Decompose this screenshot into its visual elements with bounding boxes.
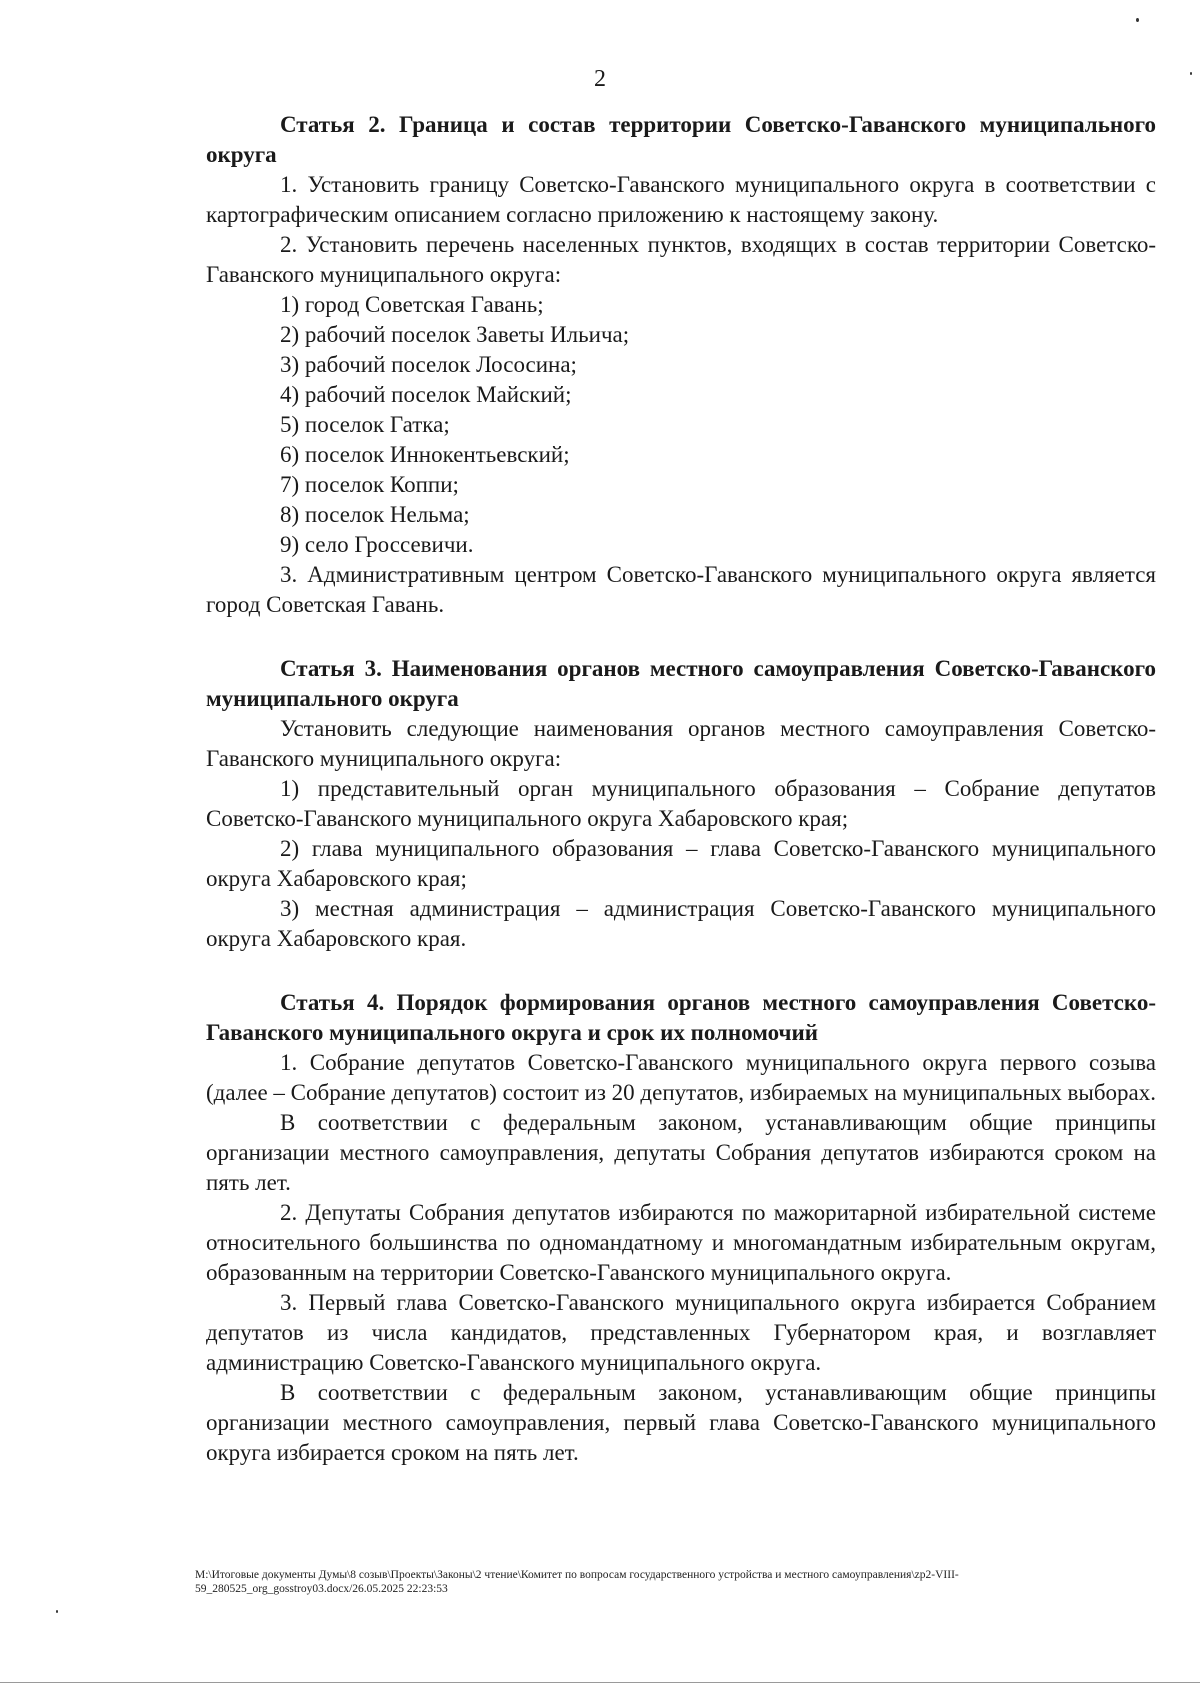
article-4-paragraph: 1. Собрание депутатов Советско-Гаванского муниципального округа первого созыва (далее – Собрание депутатов) состоит из 20 депутатов, избираемых на муниципальных выборах.: [206, 1050, 1156, 1105]
settlement-list-item: 3) рабочий поселок Лососина;: [280, 352, 577, 377]
settlement-list-item: 8) поселок Нельма;: [280, 502, 470, 527]
scan-speck: [1136, 18, 1139, 22]
article-4-paragraph: В соответствии с федеральным законом, устанавливающим общие принципы организации местного самоуправления, первый глава Советско-Гаванского муниципального округа избирается сроком на пять лет.: [206, 1380, 1156, 1465]
settlement-list-item: 9) село Гроссевичи.: [280, 532, 474, 557]
article-2-paragraph: 3. Административным центром Советско-Гаванского муниципального округа является город Советская Гавань.: [206, 562, 1156, 617]
scan-speck: [1190, 72, 1192, 75]
scan-edge-line: [0, 1682, 1200, 1683]
article-2-paragraph: 2. Установить перечень населенных пунктов, входящих в состав территории Советско-Гаванского муниципального округа:: [206, 232, 1156, 287]
article-3-title: Статья 3. Наименования органов местного самоуправления Советско-Гаванского муниципального округа: [206, 656, 1156, 711]
article-3-paragraph: 3) местная администрация – администрация Советско-Гаванского муниципального округа Хабаровского края.: [206, 896, 1156, 951]
footer-file-path: M:\Итоговые документы Думы\8 созыв\Проекты\Законы\2 чтение\Комитет по вопросам государственного устройства и местного самоуправления\zp2-VIII-59_280525_org_gosstroy03.docx/26.05.2025 22:23:53: [195, 1569, 959, 1595]
article-4-paragraph: В соответствии с федеральным законом, устанавливающим общие принципы организации местного самоуправления, депутаты Собрания депутатов избираются сроком на пять лет.: [206, 1110, 1156, 1195]
page-number: 2: [594, 66, 606, 92]
settlement-list-item: 7) поселок Коппи;: [280, 472, 459, 497]
settlement-list-item: 4) рабочий поселок Майский;: [280, 382, 572, 407]
article-4-paragraph: 2. Депутаты Собрания депутатов избираются по мажоритарной избирательной системе относительного большинства по одномандатному и многомандатным избирательным округам, образованным на территории Советско-Гаванского муниципального округа.: [206, 1200, 1156, 1285]
settlement-list-item: 6) поселок Иннокентьевский;: [280, 442, 570, 467]
settlement-list-item: 2) рабочий поселок Заветы Ильича;: [280, 322, 630, 347]
article-3-paragraph: 1) представительный орган муниципального образования – Собрание депутатов Советско-Гаванского муниципального округа Хабаровского края;: [206, 776, 1156, 831]
article-4-paragraph: 3. Первый глава Советско-Гаванского муниципального округа избирается Собранием депутатов из числа кандидатов, представленных Губернатором края, и возглавляет администрацию Советско-Гаванского муниципального округа.: [206, 1290, 1156, 1375]
document-body: [206, 110, 1156, 1468]
article-3-paragraph: 2) глава муниципального образования – глава Советско-Гаванского муниципального округа Хабаровского края;: [206, 836, 1156, 891]
settlement-list-item: 5) поселок Гатка;: [280, 412, 450, 437]
settlement-list-item: 1) город Советская Гавань;: [280, 292, 544, 317]
scan-speck: [56, 1610, 58, 1613]
article-2-paragraph: 1. Установить границу Советско-Гаванского муниципального округа в соответствии с картографическим описанием согласно приложению к настоящему закону.: [206, 172, 1156, 227]
article-3-paragraph: Установить следующие наименования органов местного самоуправления Советско-Гаванского муниципального округа:: [206, 716, 1156, 771]
article-2-title: Статья 2. Граница и состав территории Советско-Гаванского муниципального округа: [206, 112, 1156, 167]
article-4-title: Статья 4. Порядок формирования органов местного самоуправления Советско-Гаванского муниципального округа и срок их полномочий: [206, 990, 1156, 1045]
